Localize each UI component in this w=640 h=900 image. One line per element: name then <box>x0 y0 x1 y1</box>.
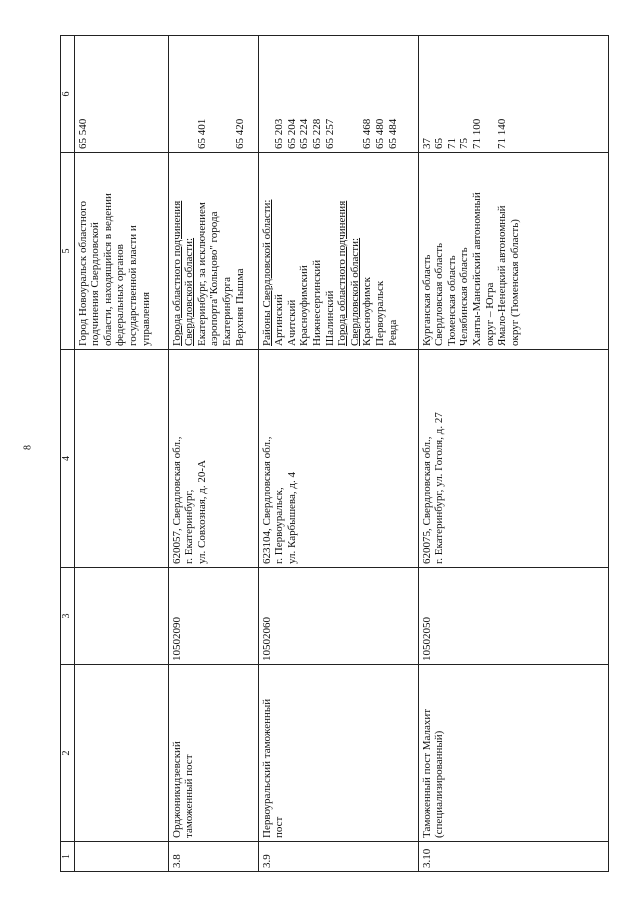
table-row <box>74 36 168 872</box>
header-cell-6: 6 <box>61 36 75 153</box>
header-cell-4: 4 <box>61 350 75 568</box>
code-cell: 65 540 <box>74 36 168 153</box>
page-number: 8 <box>22 445 34 450</box>
address-cell: 620057, Свердловская обл., г. Екатеринбург, ул. Совхозная, д. 20-А <box>168 350 258 568</box>
post-code-cell: 10502060 <box>258 568 418 665</box>
area-cell: Районы Свердловской области: Артинский Ачитский Красноуфимский Нижнесергинский Шалинский Города областного подчинения Свердловской области: Красноуфимск Первоуральск Ревда <box>258 153 418 350</box>
header-row <box>61 36 75 872</box>
code-cell: 37 65 71 75 71 100 71 140 <box>418 36 608 153</box>
row-number: 3.8 <box>168 842 258 872</box>
address-cell: 623104, Свердловская обл., г. Первоуральск, ул. Карбышева, д. 4 <box>258 350 418 568</box>
table-row <box>168 36 258 872</box>
code-cell: 65 203 65 204 65 224 65 228 65 257 65 468 65 480 65 484 <box>258 36 418 153</box>
post-name-cell: Таможенный пост Малахит (специализированный) <box>418 665 608 842</box>
code-cell: 65 401 65 420 <box>168 36 258 153</box>
header-cell-5: 5 <box>61 153 75 350</box>
post-code-cell: 10502090 <box>168 568 258 665</box>
customs-posts-table <box>60 35 609 872</box>
post-code-cell: 10502050 <box>418 568 608 665</box>
header-cell-1: 1 <box>61 842 75 872</box>
post-name-cell: Орджоникидзевский таможенный пост <box>168 665 258 842</box>
header-cell-2: 2 <box>61 665 75 842</box>
rotated-page <box>60 36 608 872</box>
table-row <box>258 36 418 872</box>
post-name-cell: Первоуральский таможенный пост <box>258 665 418 842</box>
row-number: 3.10 <box>418 842 608 872</box>
area-cell: Города областного подчинения Свердловской области: Екатеринбург, за исключением аэропорта"Кольцово" города Екатеринбурга Верхняя Пышма <box>168 153 258 350</box>
table-row <box>418 36 608 872</box>
area-cell: Город Новоуральск областного подчинения Свердловской области, находящийся в ведении федеральных органов государственной власти и управления <box>74 153 168 350</box>
header-cell-3: 3 <box>61 568 75 665</box>
address-cell: 620075, Свердловская обл., г. Екатеринбург, ул. Гоголя, д. 27 <box>418 350 608 568</box>
row-number: 3.9 <box>258 842 418 872</box>
area-cell: Курганская область Свердловская область Тюменская область Челябинская область Ханты-Мансийский автономный округ – Югра Ямало-Ненецкий автономный округ (Тюменская область) <box>418 153 608 350</box>
